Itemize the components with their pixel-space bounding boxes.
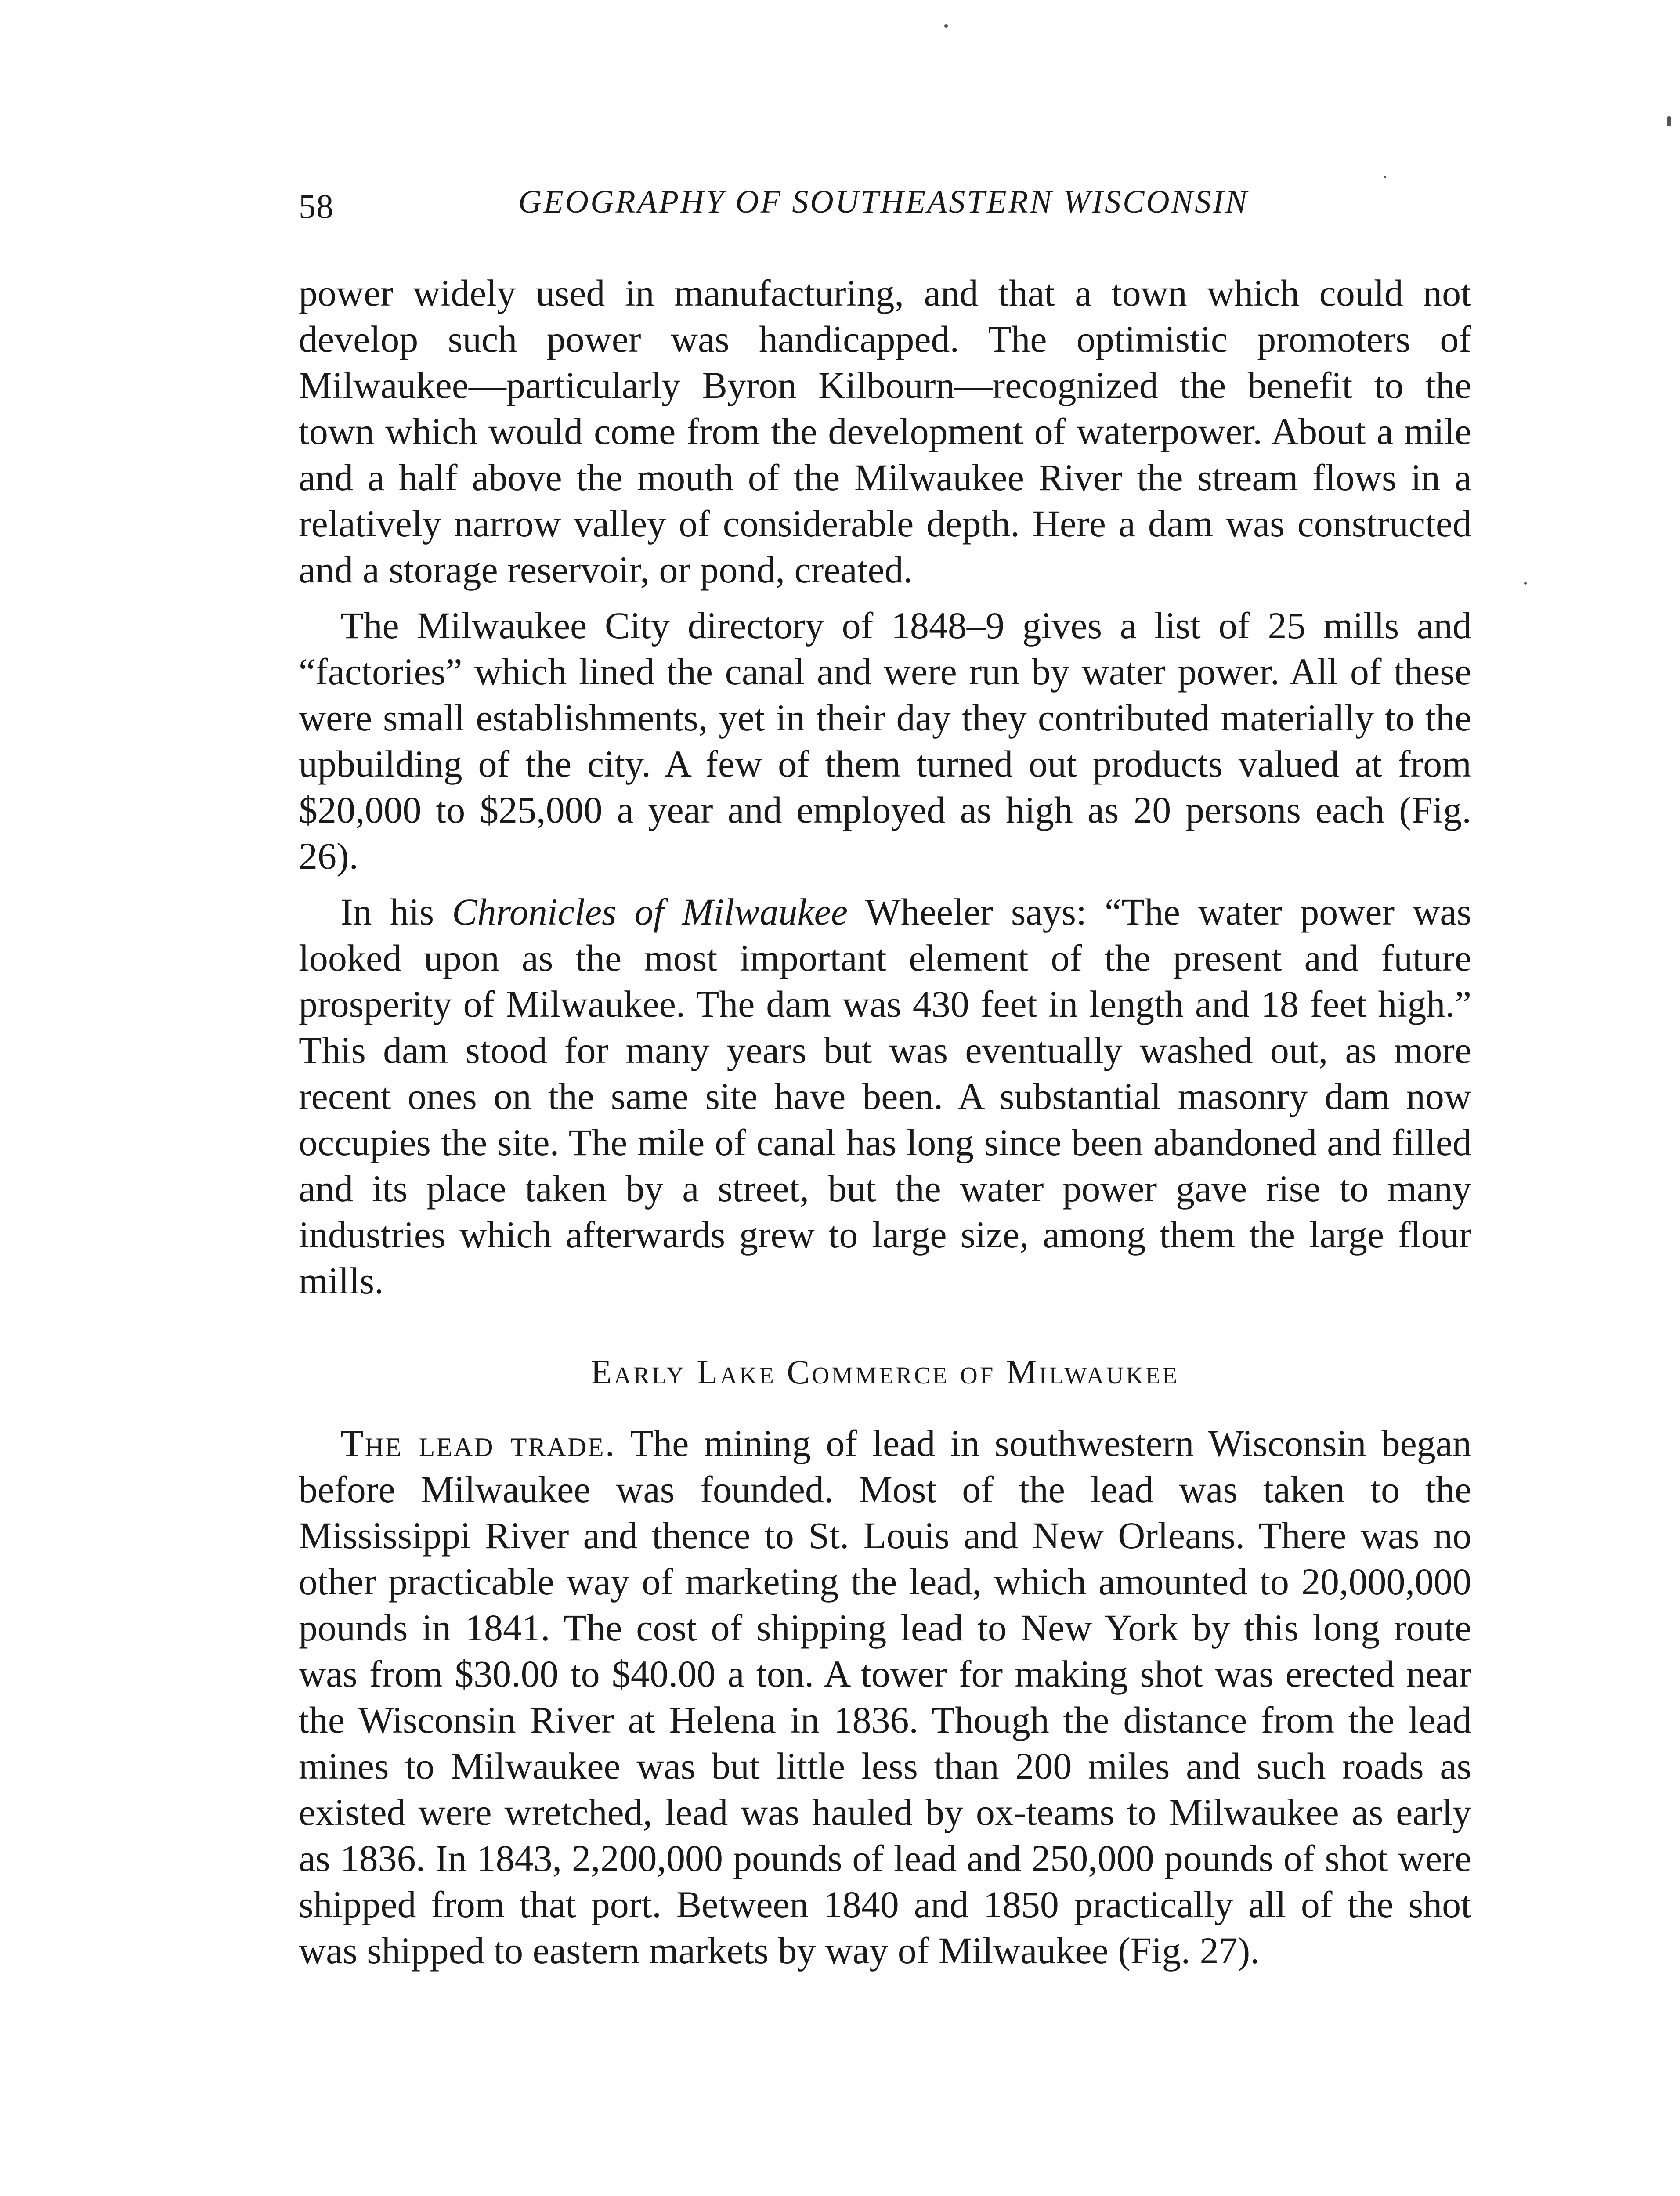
paragraph-wheeler-body: Wheeler says: “The water power was looked upon as the most important element of the present and future prosperity of Milwaukee. The dam was 430 feet in length and 18 feet high.” This dam stood for many years but was eventually washed out, as more recent ones on the same site have been. A substantial masonry dam now occupies the site. The mile of canal has long since been abandoned and filled and its place taken by a street, but the water power gave rise to many industries which afterwards grew to large size, among them the large flour mills. [299, 891, 1471, 1302]
paragraph-city-directory: The Milwaukee City directory of 1848–9 gives a list of 25 mills and “factories” which lined the canal and were run by water power. All of these were small establishments, yet in their day they contributed materially to the upbuilding of the city. A few of them turned out products valued at from $20,000 to $25,000 a year and employed as high as 20 persons each (Fig. 26). [299, 604, 1471, 877]
paragraph-lead-trade-body: The mining of lead in southwestern Wisconsin began before Milwaukee was founded. Most of the lead was taken to the Mississippi River and thence to St. Louis and New Orleans. There was no other practicable way of marketing the lead, which amounted to 20,000,000 pounds in 1841. The cost of shipping lead to New York by this long route was from $30.00 to $40.00 a ton. A tower for making shot was erected near the Wisconsin River at Helena in 1836. Though the distance from the lead mines to Milwaukee was but little less than 200 miles and such roads as existed were wretched, lead was hauled by ox-teams to Milwaukee as early as 1836. In 1843, 2,200,000 pounds of lead and 250,000 pounds of shot were shipped from that port. Between 1840 and 1850 practically all of the shot was shipped to eastern markets by way of Milwaukee (Fig. 27). [299, 1422, 1471, 1972]
scan-speck [1384, 176, 1386, 178]
paragraph-waterpower-continued: power widely used in manufacturing, and that a town which could not develop such power was handicapped. The optimistic promoters of Milwaukee—particularly Byron Kilbourn—recognized the benefit to the town which would come from the development of waterpower. About a mile and a half above the mouth of the Milwaukee River the stream flows in a relatively narrow valley of considerable depth. Here a dam was constructed and a storage reservoir, or pond, created. [299, 272, 1471, 591]
paragraph-wheeler-quote [299, 889, 1471, 1304]
running-title: GEOGRAPHY OF SOUTHEASTERN WISCONSIN [518, 184, 1249, 220]
lead-in-lead-trade: The lead trade. [340, 1422, 616, 1464]
scan-speck [944, 24, 948, 28]
scan-speck [1667, 116, 1671, 126]
section-heading-lake-commerce: Early Lake Commerce of Milwaukee [590, 1353, 1180, 1391]
book-title-chronicles: Chronicles of Milwaukee [452, 891, 848, 933]
paragraph-lead-trade [299, 1420, 1471, 1974]
paragraph-wheeler-intro: In his [340, 891, 452, 933]
running-head [299, 176, 1467, 228]
scan-speck [1524, 582, 1527, 585]
page-number: 58 [299, 187, 334, 225]
body-text [299, 270, 1471, 1974]
